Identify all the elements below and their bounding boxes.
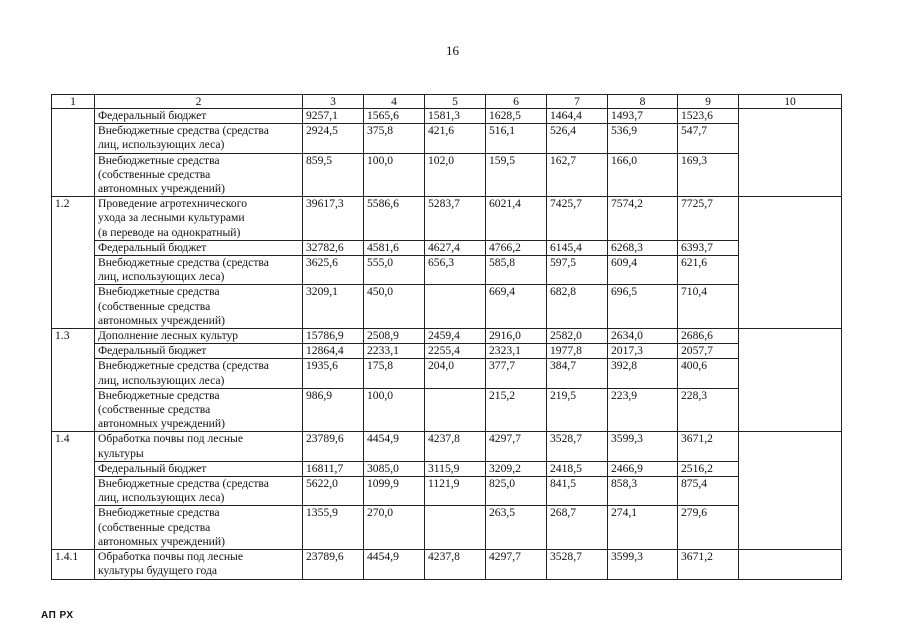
value-cell: 597,5 (547, 256, 608, 285)
row-label: Федеральный бюджет (95, 461, 303, 476)
value-cell: 3528,7 (547, 550, 608, 579)
column-header: 7 (547, 95, 608, 109)
value-cell: 6145,4 (547, 240, 608, 255)
value-cell: 986,9 (303, 388, 364, 432)
value-cell: 4581,6 (364, 240, 425, 255)
table-row (52, 506, 842, 550)
value-cell: 4766,2 (486, 240, 547, 255)
column-header: 10 (739, 95, 842, 109)
value-cell: 5586,6 (364, 197, 425, 241)
value-cell: 2924,5 (303, 124, 364, 153)
value-cell: 859,5 (303, 153, 364, 197)
row-label: Внебюджетные средства (средства лиц, использующих леса) (95, 359, 303, 388)
value-cell: 1523,6 (678, 109, 739, 124)
value-cell: 1121,9 (425, 477, 486, 506)
value-cell: 3671,2 (678, 432, 739, 461)
value-cell: 204,0 (425, 359, 486, 388)
value-cell: 4237,8 (425, 550, 486, 579)
value-cell: 3599,3 (608, 432, 678, 461)
value-cell: 2233,1 (364, 344, 425, 359)
value-cell: 159,5 (486, 153, 547, 197)
value-cell: 166,0 (608, 153, 678, 197)
value-cell: 228,3 (678, 388, 739, 432)
value-cell: 1565,6 (364, 109, 425, 124)
value-cell: 6021,4 (486, 197, 547, 241)
value-cell: 32782,6 (303, 240, 364, 255)
value-cell: 3209,1 (303, 285, 364, 329)
value-cell: 169,3 (678, 153, 739, 197)
table-row (52, 550, 842, 579)
value-cell: 1099,9 (364, 477, 425, 506)
value-cell: 100,0 (364, 153, 425, 197)
value-cell: 656,3 (425, 256, 486, 285)
value-cell: 585,8 (486, 256, 547, 285)
row-label: Внебюджетные средства (собственные средства автономных учреждений) (95, 388, 303, 432)
table-row (52, 329, 842, 344)
value-cell: 450,0 (364, 285, 425, 329)
value-cell (425, 388, 486, 432)
value-cell: 1977,8 (547, 344, 608, 359)
value-cell: 609,4 (608, 256, 678, 285)
row-label: Обработка почвы под лесные культуры будущего года (95, 550, 303, 579)
value-cell: 682,8 (547, 285, 608, 329)
row-section-number: 1.3 (52, 329, 95, 432)
value-cell: 2508,9 (364, 329, 425, 344)
column-header: 5 (425, 95, 486, 109)
note-cell (739, 329, 842, 432)
table-row (52, 109, 842, 124)
row-section-number: 1.4 (52, 432, 95, 550)
value-cell: 4627,4 (425, 240, 486, 255)
note-cell (739, 109, 842, 197)
value-cell: 621,6 (678, 256, 739, 285)
value-cell: 2017,3 (608, 344, 678, 359)
value-cell: 696,5 (608, 285, 678, 329)
value-cell: 7725,7 (678, 197, 739, 241)
table-row (52, 388, 842, 432)
value-cell: 279,6 (678, 506, 739, 550)
value-cell: 1355,9 (303, 506, 364, 550)
note-cell (739, 550, 842, 579)
column-header: 6 (486, 95, 547, 109)
value-cell: 223,9 (608, 388, 678, 432)
table-row (52, 153, 842, 197)
value-cell: 16811,7 (303, 461, 364, 476)
value-cell: 9257,1 (303, 109, 364, 124)
value-cell: 2459,4 (425, 329, 486, 344)
column-header: 1 (52, 95, 95, 109)
column-header: 9 (678, 95, 739, 109)
row-label: Федеральный бюджет (95, 344, 303, 359)
value-cell: 669,4 (486, 285, 547, 329)
value-cell: 1935,6 (303, 359, 364, 388)
value-cell: 526,4 (547, 124, 608, 153)
value-cell: 516,1 (486, 124, 547, 153)
value-cell: 384,7 (547, 359, 608, 388)
row-label: Дополнение лесных культур (95, 329, 303, 344)
value-cell: 4237,8 (425, 432, 486, 461)
value-cell: 858,3 (608, 477, 678, 506)
column-header: 2 (95, 95, 303, 109)
value-cell: 2634,0 (608, 329, 678, 344)
value-cell: 263,5 (486, 506, 547, 550)
column-header: 4 (364, 95, 425, 109)
table-row (52, 461, 842, 476)
value-cell: 215,2 (486, 388, 547, 432)
value-cell: 219,5 (547, 388, 608, 432)
row-label: Внебюджетные средства (средства лиц, использующих леса) (95, 477, 303, 506)
footer-stamp: АП РХ (41, 610, 74, 621)
value-cell: 3671,2 (678, 550, 739, 579)
value-cell: 547,7 (678, 124, 739, 153)
budget-table (51, 94, 842, 580)
row-label: Внебюджетные средства (собственные средства автономных учреждений) (95, 506, 303, 550)
row-section-number: 1.4.1 (52, 550, 95, 579)
value-cell: 2516,2 (678, 461, 739, 476)
value-cell: 175,8 (364, 359, 425, 388)
value-cell: 400,6 (678, 359, 739, 388)
value-cell: 392,8 (608, 359, 678, 388)
value-cell: 3599,3 (608, 550, 678, 579)
value-cell: 3625,6 (303, 256, 364, 285)
value-cell: 875,4 (678, 477, 739, 506)
value-cell: 4454,9 (364, 432, 425, 461)
value-cell: 2686,6 (678, 329, 739, 344)
value-cell: 270,0 (364, 506, 425, 550)
value-cell: 4454,9 (364, 550, 425, 579)
value-cell: 4297,7 (486, 432, 547, 461)
value-cell: 3528,7 (547, 432, 608, 461)
table-row (52, 197, 842, 241)
row-section-number: 1.2 (52, 197, 95, 329)
value-cell: 1581,3 (425, 109, 486, 124)
value-cell: 6268,3 (608, 240, 678, 255)
value-cell: 6393,7 (678, 240, 739, 255)
value-cell (425, 285, 486, 329)
note-cell (739, 432, 842, 550)
row-label: Внебюджетные средства (собственные средства автономных учреждений) (95, 285, 303, 329)
value-cell: 100,0 (364, 388, 425, 432)
value-cell: 3115,9 (425, 461, 486, 476)
value-cell: 825,0 (486, 477, 547, 506)
row-label: Федеральный бюджет (95, 240, 303, 255)
value-cell: 12864,4 (303, 344, 364, 359)
value-cell: 421,6 (425, 124, 486, 153)
value-cell: 2466,9 (608, 461, 678, 476)
value-cell: 162,7 (547, 153, 608, 197)
value-cell: 5283,7 (425, 197, 486, 241)
row-label: Федеральный бюджет (95, 109, 303, 124)
value-cell: 1464,4 (547, 109, 608, 124)
value-cell: 377,7 (486, 359, 547, 388)
page-number: 16 (446, 43, 459, 58)
row-section-number (52, 109, 95, 197)
value-cell: 555,0 (364, 256, 425, 285)
value-cell: 2057,7 (678, 344, 739, 359)
value-cell: 375,8 (364, 124, 425, 153)
value-cell: 2323,1 (486, 344, 547, 359)
table-row (52, 432, 842, 461)
value-cell: 1493,7 (608, 109, 678, 124)
value-cell: 2418,5 (547, 461, 608, 476)
value-cell: 536,9 (608, 124, 678, 153)
column-header: 8 (608, 95, 678, 109)
table-row (52, 477, 842, 506)
value-cell: 23789,6 (303, 432, 364, 461)
table-header-row (52, 95, 842, 109)
value-cell: 841,5 (547, 477, 608, 506)
table-row (52, 285, 842, 329)
value-cell: 39617,3 (303, 197, 364, 241)
row-label: Проведение агротехнического ухода за лесными культурами (в переводе на однократный) (95, 197, 303, 241)
value-cell: 23789,6 (303, 550, 364, 579)
row-label: Внебюджетные средства (средства лиц, использующих леса) (95, 256, 303, 285)
value-cell: 2255,4 (425, 344, 486, 359)
table-row (52, 256, 842, 285)
value-cell: 7574,2 (608, 197, 678, 241)
value-cell: 4297,7 (486, 550, 547, 579)
row-label: Обработка почвы под лесные культуры (95, 432, 303, 461)
table-row (52, 124, 842, 153)
value-cell: 2916,0 (486, 329, 547, 344)
value-cell: 102,0 (425, 153, 486, 197)
value-cell: 7425,7 (547, 197, 608, 241)
table-row (52, 344, 842, 359)
value-cell: 2582,0 (547, 329, 608, 344)
table-row (52, 359, 842, 388)
table-row (52, 240, 842, 255)
value-cell: 15786,9 (303, 329, 364, 344)
value-cell: 3209,2 (486, 461, 547, 476)
row-label: Внебюджетные средства (собственные средства автономных учреждений) (95, 153, 303, 197)
value-cell (425, 506, 486, 550)
value-cell: 5622,0 (303, 477, 364, 506)
value-cell: 710,4 (678, 285, 739, 329)
value-cell: 268,7 (547, 506, 608, 550)
value-cell: 3085,0 (364, 461, 425, 476)
column-header: 3 (303, 95, 364, 109)
note-cell (739, 197, 842, 329)
value-cell: 274,1 (608, 506, 678, 550)
row-label: Внебюджетные средства (средства лиц, использующих леса) (95, 124, 303, 153)
value-cell: 1628,5 (486, 109, 547, 124)
